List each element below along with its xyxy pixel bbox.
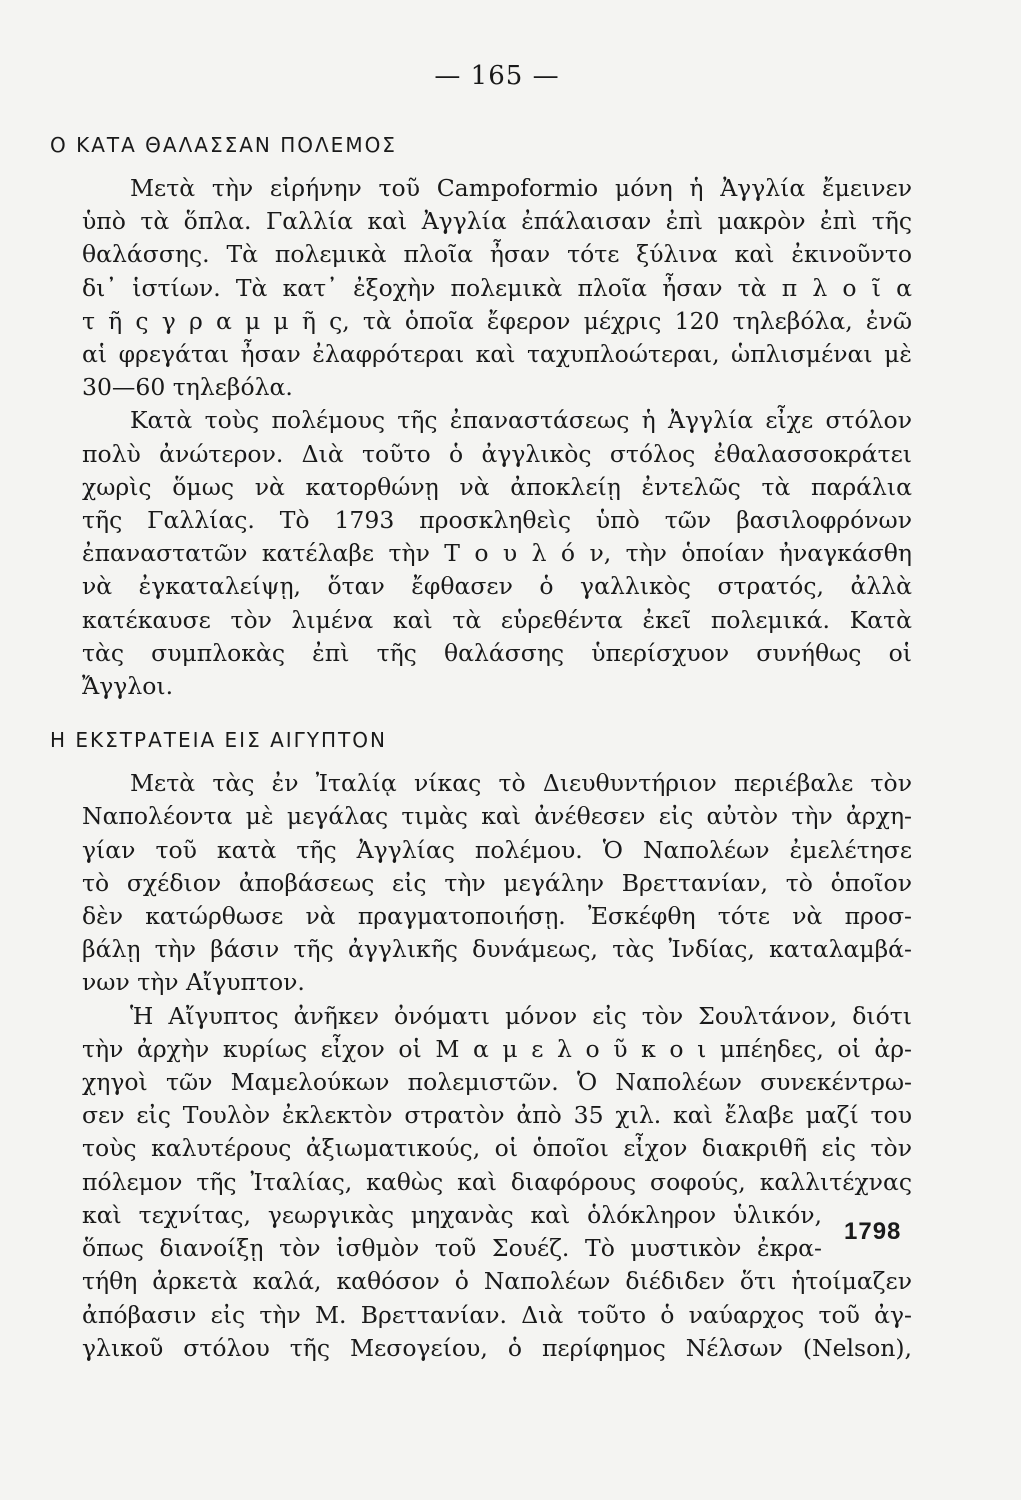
text-line: σεν εἰς Τουλὸν ἐκλεκτὸν στρατὸν ἀπὸ 35 χιλ. καὶ ἔλαβε μαζί του: [82, 1101, 912, 1130]
paragraph: [82, 172, 912, 404]
text-line: Κατὰ τοὺς πολέμους τῆς ἐπαναστάσεως ἡ Ἀγγλία εἶχε στόλον: [130, 406, 912, 435]
text-line: πολὺ ἀνώτερον. Διὰ τοῦτο ὁ ἀγγλικὸς στόλος ἐθαλασσοκράτει: [82, 439, 912, 468]
text-line: αἱ φρεγάται ἦσαν ἐλαφρότεραι καὶ ταχυπλοώτεραι, ὡπλισμέναι μὲ: [82, 340, 912, 369]
text-line: Ἄγγλοι.: [82, 672, 174, 701]
page-number: — 165 —: [434, 61, 560, 91]
text-line: Μετὰ τὴν εἰρήνην τοῦ Campoformio μόνη ἡ Ἀγγλία ἔμεινεν: [130, 174, 912, 202]
text-line: τῆς Γαλλίας. Τὸ 1793 προσκληθεὶς ὑπὸ τῶν βασιλοφρόνων: [82, 506, 912, 535]
paragraph: [82, 767, 912, 999]
text-line: δι᾽ ἱστίων. Τὰ κατ᾽ ἐξοχὴν πολεμικὰ πλοῖα ἦσαν τὰ π λ ο ῖ α: [82, 273, 912, 302]
text-line: νὰ ἐγκαταλείψῃ, ὅταν ἔφθασεν ὁ γαλλικὸς στρατός, ἀλλὰ: [82, 572, 912, 601]
text-line: τ ῆ ς γ ρ α μ μ ῆ ς, τὰ ὁποῖα ἔφερον μέχρις 120 τηλεβόλα, ἐνῶ: [82, 306, 912, 335]
text-line: γλικοῦ στόλου τῆς Μεσογείου, ὁ περίφημος Νέλσων (Nelson),: [82, 1333, 912, 1362]
text-line: θαλάσσης. Τὰ πολεμικὰ πλοῖα ἦσαν τότε ξύλινα καὶ ἐκινοῦντο: [82, 240, 912, 269]
book-page: [50, 56, 912, 1476]
text-line: χηγοὶ τῶν Μαμελούκων πολεμιστῶν. Ὁ Ναπολέων συνεκέντρω-: [82, 1068, 912, 1097]
text-line: 30—60 τηλεβόλα.: [82, 373, 293, 402]
text-line: ὅπως διανοίξῃ τὸν ἰσθμὸν τοῦ Σουέζ. Τὸ μυστικὸν ἐκρα-: [82, 1234, 822, 1263]
text-line: τοὺς καλυτέρους ἀξιωματικούς, οἱ ὁποῖοι εἶχον διακριθῆ εἰς τὸν: [82, 1134, 912, 1163]
text-line: Ἡ Αἴγυπτος ἀνῆκεν ὀνόματι μόνον εἰς τὸν Σουλτάνον, διότι: [130, 1001, 912, 1030]
text-line: Ναπολέοντα μὲ μεγάλας τιμὰς καὶ ἀνέθεσεν εἰς αὐτὸν τὴν ἀρχη-: [82, 802, 912, 831]
text-line: δὲν κατώρθωσε νὰ πραγματοποιήσῃ. Ἐσκέφθη τότε νὰ προσ-: [82, 902, 912, 931]
text-line: χωρὶς ὅμως νὰ κατορθώνῃ νὰ ἀποκλείῃ ἐντελῶς τὰ παράλια: [82, 472, 912, 501]
text-line: κατέκαυσε τὸν λιμένα καὶ τὰ εὑρεθέντα ἐκεῖ πολεμικά. Κατὰ: [82, 605, 912, 634]
text-line: Μετὰ τὰς ἐν Ἰταλίᾳ νίκας τὸ Διευθυντήριον περιέβαλε τὸν: [130, 769, 912, 798]
paragraph: [82, 1000, 912, 1365]
text-line: πόλεμον τῆς Ἰταλίας, καθὼς καὶ διαφόρους σοφούς, καλλιτέχνας: [82, 1167, 912, 1196]
text-line: τὸ σχέδιον ἀποβάσεως εἰς τὴν μεγάλην Βρεττανίαν, τὸ ὁποῖον: [82, 868, 912, 897]
text-line: βάλῃ τὴν βάσιν τῆς ἀγγλικῆς δυνάμεως, τὰς Ἰνδίας, καταλαμβά-: [82, 935, 912, 964]
section-heading-egypt-campaign: Η ΕΚΣΤΡΑΤΕΙΑ ΕΙΣ ΑΙΓΥΠΤΟΝ: [50, 728, 387, 753]
text-line: ὑπὸ τὰ ὅπλα. Γαλλία καὶ Ἀγγλία ἐπάλαισαν ἐπὶ μακρὸν ἐπὶ τῆς: [82, 207, 912, 236]
text-line: καὶ τεχνίτας, γεωργικὰς μηχανὰς καὶ ὁλόκληρον ὑλικόν,: [82, 1200, 822, 1229]
margin-year-note: 1798: [844, 1218, 902, 1245]
text-line: ἀπόβασιν εἰς τὴν Μ. Βρεττανίαν. Διὰ τοῦτο ὁ ναύαρχος τοῦ ἀγ-: [82, 1300, 912, 1329]
paragraph: [82, 404, 912, 703]
text-line: τὰς συμπλοκὰς ἐπὶ τῆς θαλάσσης ὑπερίσχυον συνήθως οἱ: [82, 638, 912, 667]
text-line: τὴν ἀρχὴν κυρίως εἶχον οἱ Μ α μ ε λ ο ῦ κ ο ι μπέηδες, οἱ ἀρ-: [82, 1034, 912, 1063]
text-line: νων τὴν Αἴγυπτον.: [82, 968, 305, 997]
text-line: γίαν τοῦ κατὰ τῆς Ἀγγλίας πολέμου. Ὁ Ναπολέων ἐμελέτησε: [82, 835, 912, 864]
text-line: τήθη ἀρκετὰ καλά, καθόσον ὁ Ναπολέων διέδιδεν ὅτι ἡτοίμαζεν: [82, 1267, 912, 1296]
text-line: ἐπαναστατῶν κατέλαβε τὴν Τ ο υ λ ό ν, τὴν ὁποίαν ἠναγκάσθη: [82, 539, 912, 568]
section-heading-naval-war: Ο ΚΑΤΑ ΘΑΛΑΣΣΑΝ ΠΟΛΕΜΟΣ: [50, 133, 397, 157]
